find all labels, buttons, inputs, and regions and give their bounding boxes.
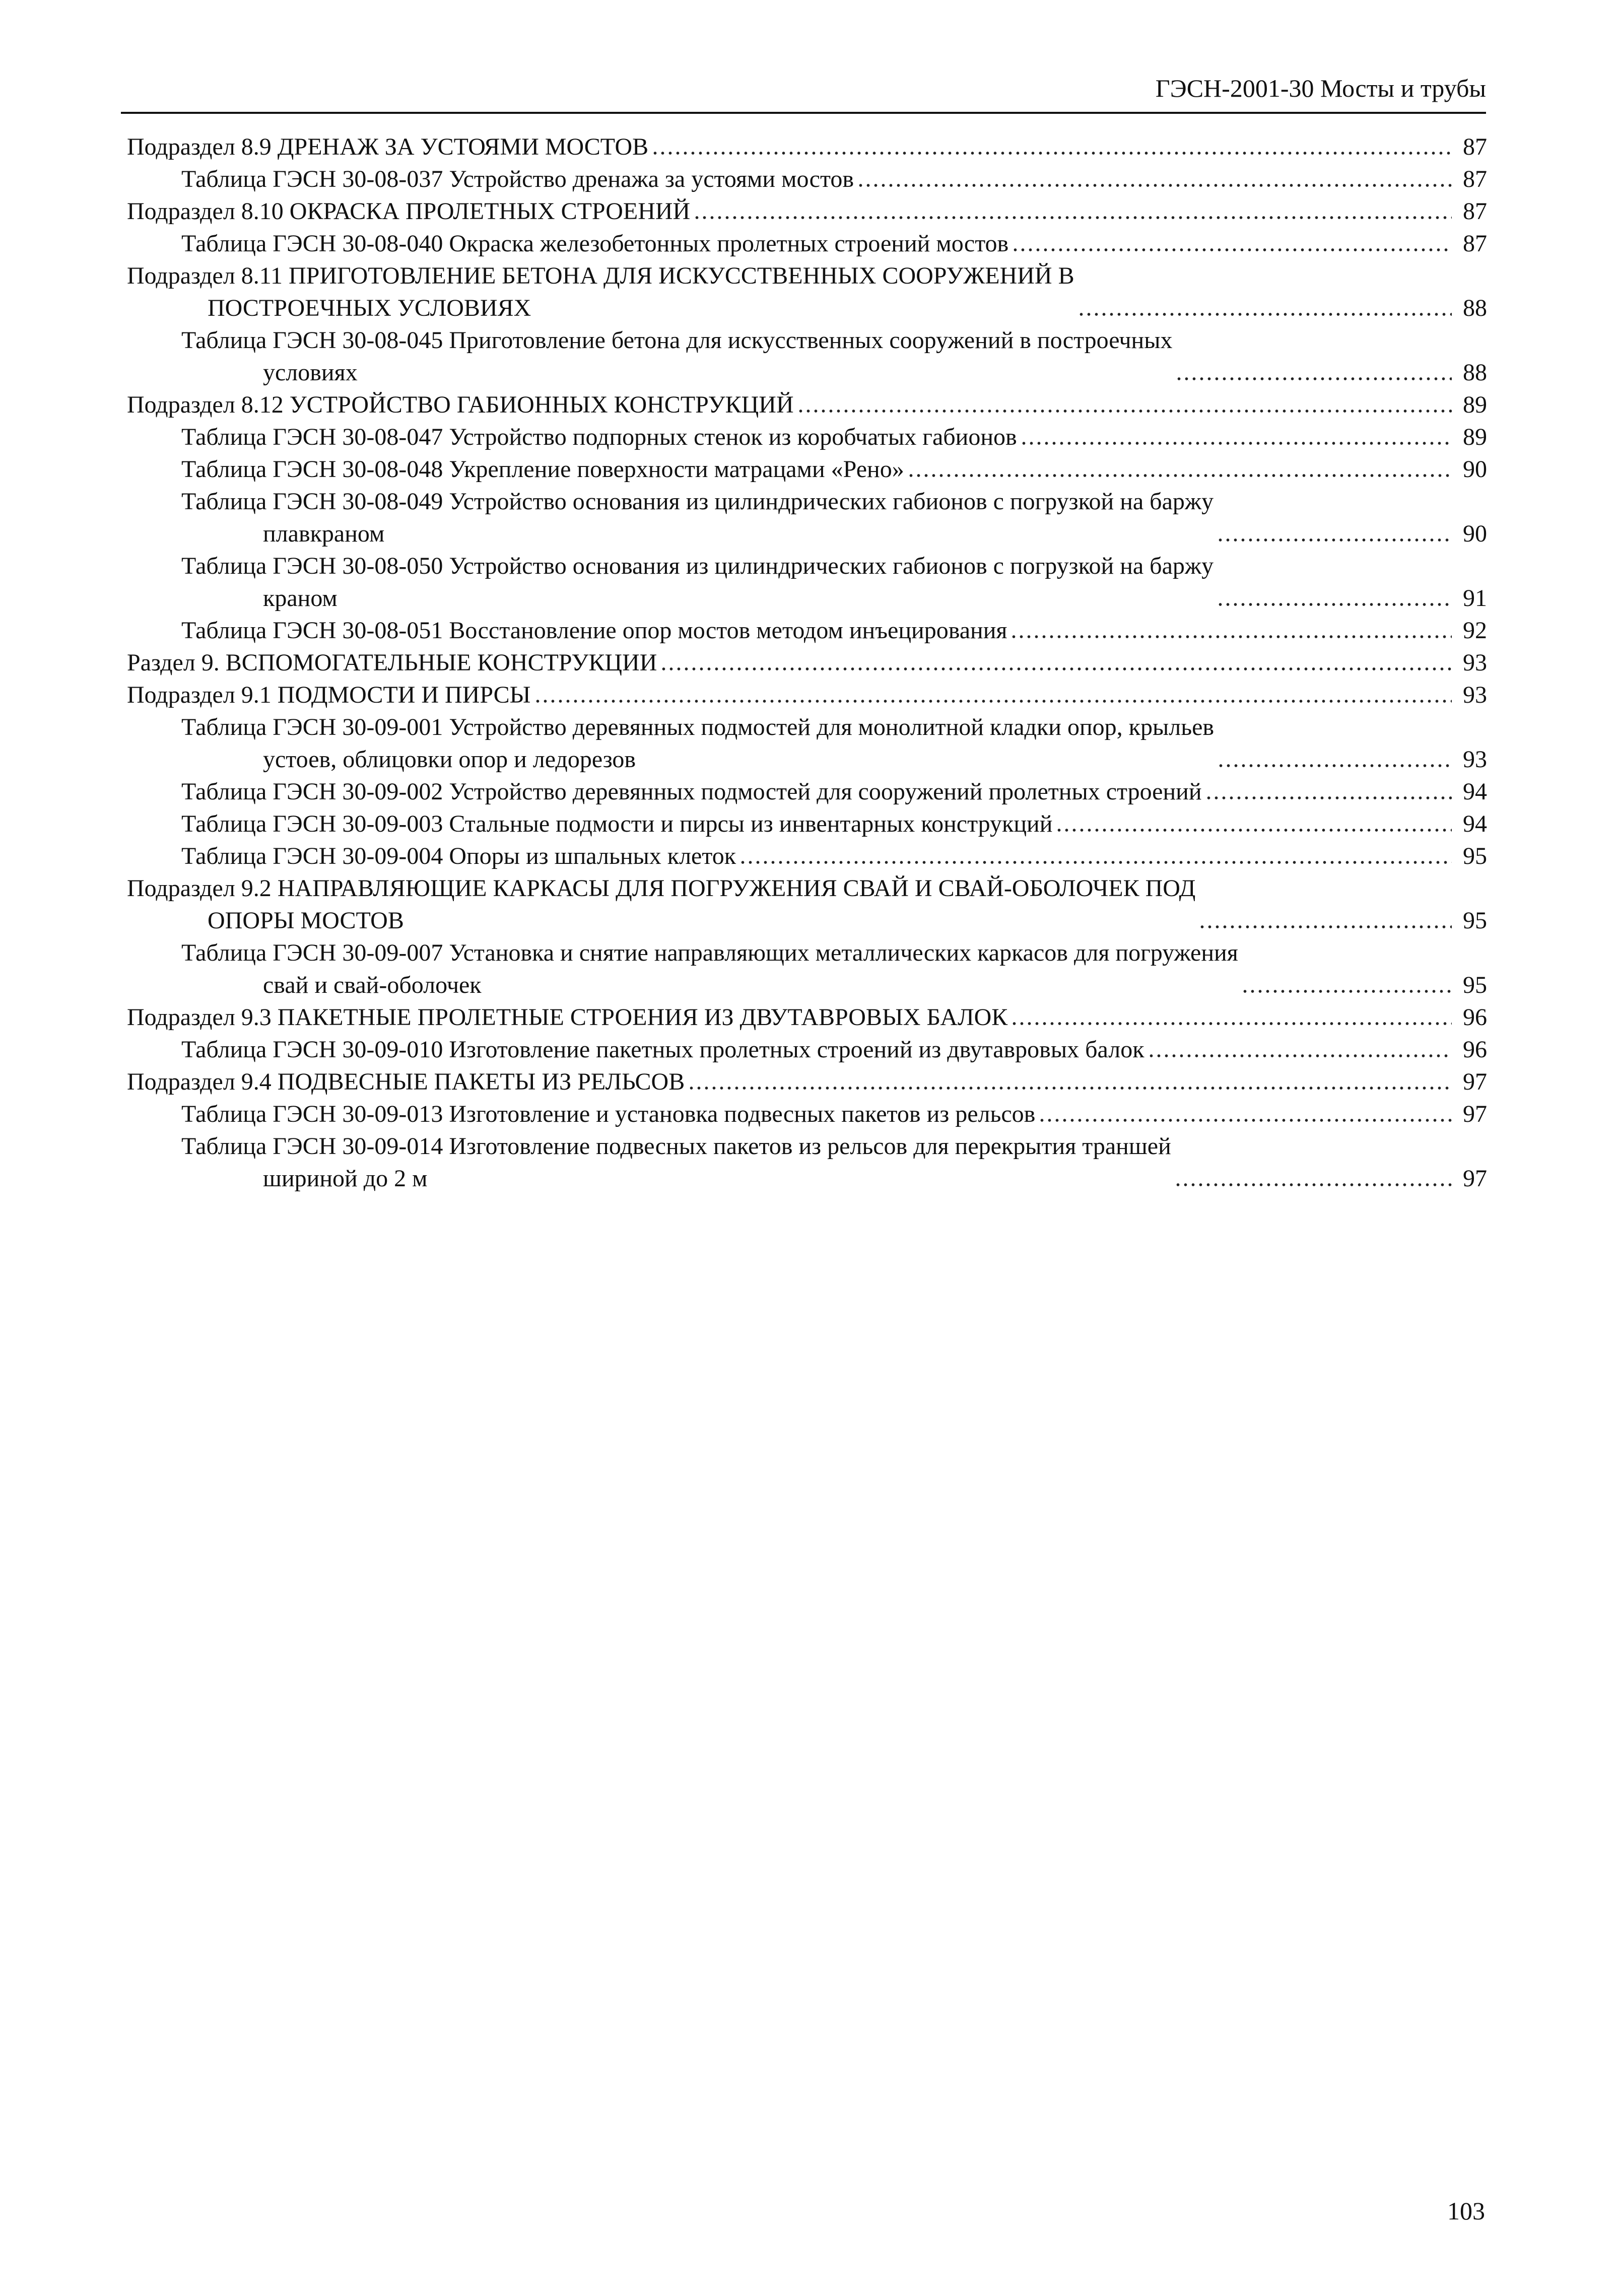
toc-entry-line: Подраздел 8.10 ОКРАСКА ПРОЛЕТНЫХ СТРОЕНИЙ <box>127 198 691 225</box>
toc-entry-continuation: плавкраном <box>263 520 385 547</box>
toc-page-number: 96 <box>1463 1036 1487 1063</box>
running-header <box>121 71 1486 114</box>
dot-leader <box>651 150 1452 156</box>
toc-entry-line: Таблица ГЭСН 30-09-004 Опоры из шпальных клеток <box>181 843 736 869</box>
toc-entry-continuation: шириной до 2 м <box>263 1165 428 1192</box>
toc-entry-title <box>181 421 1017 453</box>
table-of-contents <box>127 131 1487 1195</box>
toc-entry-title <box>181 1034 1144 1066</box>
toc-entry-title <box>181 163 854 195</box>
toc-entry-title <box>127 131 648 163</box>
toc-entry-line: Таблица ГЭСН 30-08-047 Устройство подпорных стенок из коробчатых габионов <box>181 424 1017 450</box>
toc-entry-title <box>127 679 531 711</box>
toc-entry-line: Таблица ГЭСН 30-09-013 Изготовление и установка подвесных пакетов из рельсов <box>181 1101 1036 1127</box>
toc-section-entry[interactable] <box>127 260 1487 324</box>
toc-entry-line: Таблица ГЭСН 30-09-014 Изготовление подвесных пакетов из рельсов для перекрытия траншей <box>181 1133 1171 1160</box>
toc-page-number: 87 <box>1463 166 1487 192</box>
dot-leader <box>1010 634 1452 640</box>
dot-leader <box>693 215 1452 221</box>
toc-table-entry[interactable] <box>127 1034 1487 1066</box>
toc-table-entry[interactable] <box>127 163 1487 195</box>
toc-entry-line: Подраздел 8.12 УСТРОЙСТВО ГАБИОННЫХ КОНСТРУКЦИЙ <box>127 391 794 418</box>
dot-leader <box>739 859 1452 865</box>
toc-entry-title <box>181 1098 1035 1130</box>
toc-entry-line: Таблица ГЭСН 30-08-037 Устройство дренажа за устоями мостов <box>181 166 854 192</box>
toc-entry-title <box>127 872 1195 937</box>
dot-leader <box>1198 924 1452 930</box>
toc-table-entry[interactable] <box>127 550 1487 615</box>
toc-page-number: 89 <box>1463 391 1487 418</box>
toc-table-entry[interactable] <box>127 840 1487 872</box>
toc-entry-title <box>181 486 1214 550</box>
toc-table-entry[interactable] <box>127 421 1487 453</box>
toc-entry-title <box>181 776 1202 808</box>
toc-table-entry[interactable] <box>127 228 1487 260</box>
toc-table-entry[interactable] <box>127 324 1487 389</box>
toc-entry-title <box>127 260 1074 324</box>
toc-entry-line: Подраздел 9.3 ПАКЕТНЫЕ ПРОЛЕТНЫЕ СТРОЕНИЯ ИЗ ДВУТАВРОВЫХ БАЛОК <box>127 1004 1008 1031</box>
toc-page-number: 88 <box>1463 359 1487 386</box>
toc-entry-title <box>181 615 1007 647</box>
toc-entry-line: Таблица ГЭСН 30-09-003 Стальные подмости и пирсы из инвентарных конструкций <box>181 811 1053 837</box>
toc-entry-title <box>181 711 1214 776</box>
toc-table-entry[interactable] <box>127 808 1487 840</box>
toc-section-entry[interactable] <box>127 389 1487 421</box>
toc-entry-line: Подраздел 9.4 ПОДВЕСНЫЕ ПАКЕТЫ ИЗ РЕЛЬСОВ <box>127 1068 685 1095</box>
toc-page-number: 94 <box>1463 811 1487 837</box>
toc-page-number: 96 <box>1463 1004 1487 1031</box>
toc-entry-continuation: условиях <box>263 359 358 386</box>
toc-section-entry[interactable] <box>127 647 1487 679</box>
toc-entry-line: Таблица ГЭСН 30-08-051 Восстановление опор мостов методом инъецирования <box>181 617 1007 644</box>
toc-entry-continuation: устоев, облицовки опор и ледорезов <box>263 746 636 773</box>
toc-page-number: 97 <box>1463 1165 1487 1192</box>
dot-leader <box>1205 795 1452 801</box>
toc-table-entry[interactable] <box>127 1130 1487 1195</box>
toc-entry-title <box>181 550 1214 615</box>
toc-section-entry[interactable] <box>127 131 1487 163</box>
dot-leader <box>1217 601 1452 607</box>
toc-page-number: 89 <box>1463 424 1487 450</box>
dot-leader <box>688 1085 1452 1091</box>
toc-entry-title <box>127 389 794 421</box>
dot-leader <box>1175 376 1452 382</box>
toc-entry-line: Таблица ГЭСН 30-09-002 Устройство деревянных подмостей для сооружений пролетных строений <box>181 778 1202 805</box>
toc-entry-line: Таблица ГЭСН 30-09-001 Устройство деревянных подмостей для монолитной кладки опор, крыльев <box>181 714 1215 740</box>
toc-entry-title <box>181 228 1008 260</box>
dot-leader <box>1020 440 1452 446</box>
toc-page-number: 97 <box>1463 1101 1487 1127</box>
toc-page-number: 93 <box>1463 682 1487 708</box>
toc-page-number: 93 <box>1463 649 1487 676</box>
toc-table-entry[interactable] <box>127 776 1487 808</box>
toc-page-number: 95 <box>1463 907 1487 934</box>
toc-table-entry[interactable] <box>127 711 1487 776</box>
toc-page-number: 97 <box>1463 1068 1487 1095</box>
toc-table-entry[interactable] <box>127 937 1487 1001</box>
toc-page-number: 94 <box>1463 778 1487 805</box>
toc-entry-continuation: ПОСТРОЕЧНЫХ УСЛОВИЯХ <box>208 295 531 321</box>
dot-leader <box>1012 247 1452 253</box>
toc-page-number: 93 <box>1463 746 1487 773</box>
dot-leader <box>1174 1182 1452 1188</box>
toc-section-entry[interactable] <box>127 872 1487 937</box>
toc-entry-continuation: свай и свай-оболочек <box>263 972 482 998</box>
toc-entry-line: Раздел 9. ВСПОМОГАТЕЛЬНЫЕ КОНСТРУКЦИИ <box>127 649 657 676</box>
toc-entry-title <box>127 647 657 679</box>
toc-entry-title <box>181 453 904 486</box>
dot-leader <box>1038 1117 1452 1123</box>
toc-entry-continuation: краном <box>263 585 338 612</box>
dot-leader <box>857 182 1452 188</box>
toc-section-entry[interactable] <box>127 1066 1487 1098</box>
toc-entry-line: Подраздел 8.9 ДРЕНАЖ ЗА УСТОЯМИ МОСТОВ <box>127 133 649 160</box>
toc-entry-title <box>181 937 1238 1001</box>
toc-entry-title <box>181 840 736 872</box>
dot-leader <box>1217 763 1452 769</box>
toc-entry-title <box>127 1066 685 1098</box>
dot-leader <box>1010 1021 1452 1027</box>
toc-table-entry[interactable] <box>127 1098 1487 1130</box>
toc-entry-title <box>181 808 1052 840</box>
dot-leader <box>797 408 1452 414</box>
toc-entry-line: Подраздел 8.11 ПРИГОТОВЛЕНИЕ БЕТОНА ДЛЯ ИСКУССТВЕННЫХ СООРУЖЕНИЙ В <box>127 262 1074 289</box>
toc-entry-line: Таблица ГЭСН 30-08-045 Приготовление бетона для искусственных сооружений в построечных <box>181 327 1173 354</box>
toc-entry-line: Таблица ГЭСН 30-08-040 Окраска железобетонных пролетных строений мостов <box>181 230 1009 257</box>
toc-table-entry[interactable] <box>127 486 1487 550</box>
toc-section-entry[interactable] <box>127 1001 1487 1034</box>
header-title: ГЭСН-2001-30 Мосты и трубы <box>1155 74 1486 102</box>
toc-table-entry[interactable] <box>127 453 1487 486</box>
dot-leader <box>907 472 1452 479</box>
toc-entry-title <box>181 1130 1171 1195</box>
dot-leader <box>1055 827 1452 833</box>
dot-leader <box>660 666 1452 672</box>
dot-leader <box>1077 311 1452 317</box>
toc-entry-title <box>127 195 690 228</box>
toc-entry-continuation: ОПОРЫ МОСТОВ <box>208 907 404 934</box>
toc-page-number: 87 <box>1463 198 1487 225</box>
toc-entry-line: Подраздел 9.2 НАПРАВЛЯЮЩИЕ КАРКАСЫ ДЛЯ ПОГРУЖЕНИЯ СВАЙ И СВАЙ-ОБОЛОЧЕК ПОД <box>127 875 1196 902</box>
toc-page-number: 87 <box>1463 133 1487 160</box>
toc-page-number: 88 <box>1463 295 1487 321</box>
toc-entry-line: Подраздел 9.1 ПОДМОСТИ И ПИРСЫ <box>127 682 531 708</box>
dot-leader <box>1241 988 1452 994</box>
toc-page-number: 95 <box>1463 843 1487 869</box>
toc-entry-line: Таблица ГЭСН 30-08-050 Устройство основания из цилиндрических габионов с погрузкой на баржу <box>181 553 1214 579</box>
dot-leader <box>534 698 1452 704</box>
toc-entry-title <box>127 1001 1007 1034</box>
toc-page-number: 92 <box>1463 617 1487 644</box>
toc-page-number: 95 <box>1463 972 1487 998</box>
page-number: 103 <box>1447 2197 1485 2225</box>
dot-leader <box>1148 1053 1452 1059</box>
toc-table-entry[interactable] <box>127 615 1487 647</box>
toc-entry-title <box>181 324 1172 389</box>
toc-section-entry[interactable] <box>127 679 1487 711</box>
toc-page-number: 87 <box>1463 230 1487 257</box>
toc-entry-line: Таблица ГЭСН 30-09-007 Установка и снятие направляющих металлических каркасов для погружения <box>181 939 1238 966</box>
toc-page-number: 90 <box>1463 456 1487 483</box>
toc-page-number: 90 <box>1463 520 1487 547</box>
dot-leader <box>1217 537 1452 543</box>
toc-entry-line: Таблица ГЭСН 30-08-049 Устройство основания из цилиндрических габионов с погрузкой на баржу <box>181 488 1214 515</box>
toc-entry-line: Таблица ГЭСН 30-08-048 Укрепление поверхности матрацами «Рено» <box>181 456 904 483</box>
toc-page-number: 91 <box>1463 585 1487 612</box>
toc-section-entry[interactable] <box>127 195 1487 228</box>
toc-entry-line: Таблица ГЭСН 30-09-010 Изготовление пакетных пролетных строений из двутавровых балок <box>181 1036 1144 1063</box>
